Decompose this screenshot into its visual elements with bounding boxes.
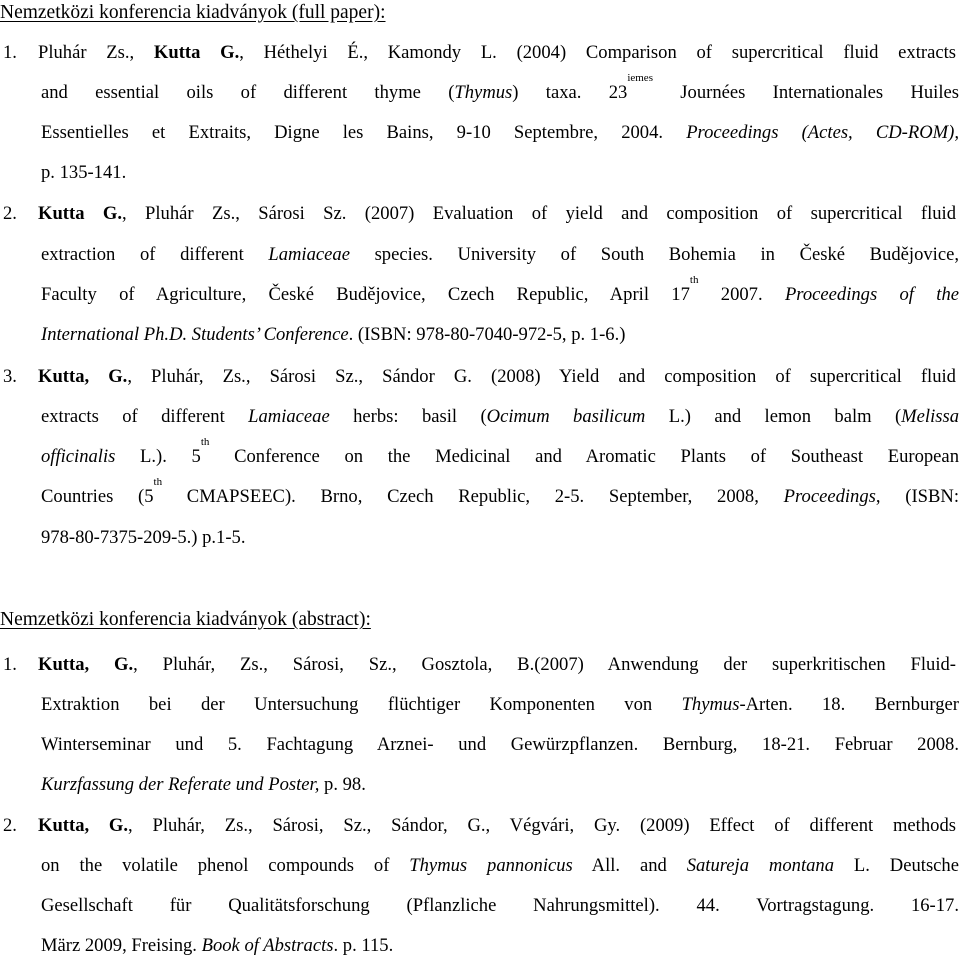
species-name: Melissa	[901, 406, 960, 427]
booklet-title: Kurzfassung der Referate und Poster,	[41, 774, 320, 795]
species-name: Satureja montana	[686, 855, 834, 876]
family-name: Lamiaceae	[268, 244, 350, 265]
species-name: Thymus	[681, 694, 740, 715]
entry-number: 3.	[3, 366, 17, 387]
species-name: Ocimum basilicum	[486, 406, 646, 427]
proceedings-title-cont: International Ph.D. Students’ Conference	[41, 324, 349, 345]
proceedings-title: Proceedings of the	[784, 284, 959, 305]
proceedings-title: Proceedings	[783, 486, 876, 507]
section-heading-abstract: Nemzetközi konferencia kiadványok (abstract):	[0, 609, 371, 630]
book-title: Book of Abstracts	[201, 935, 334, 956]
author-highlight: Kutta, G.	[38, 366, 128, 387]
author-highlight: Kutta, G.	[38, 815, 129, 836]
page-range: p. 135-141.	[41, 162, 127, 183]
document-page: Nemzetközi konferencia kiadványok (full paper): 1. Pluhár Zs., Kutta G., Héthelyi É., Kamondy L. (2004) Comparison of supercritical fluid extracts and essential oils of different thyme (Thymus) taxa. $23^{iemes}$ Journées Internationales Huiles Essentielles et Extraits, Digne les Bains, 9-10 Septembre, 2004. Proceedings (Actes, CD-ROM), p. 135-141. 2. Kutta G., Pluhár Zs., Sárosi Sz. (2007) Evaluation of yield and composition of supercritical fluid extraction of different Lamiaceae species. University of South Bohemia in České Budějovice, Faculty of Agriculture, České Budějovice, Czech Republic, April 17th 2007. Proceedings of the International Ph.D. Students’ Conference. (ISBN: 978-80-7040-972-5, p. 1-6.) 3. Kutta, G., Pluhár, Zs., Sárosi Sz., Sándor G. (2008) Yield and composition of supercritical fluid extracts of different Lamiaceae herbs: basil (Ocimum basilicum L.) and lemon balm (Melissa officinalis L.). 5th Conference on the Medicinal and Aromatic Plants of Southeast European Countries (5th CMAPSEEC). Brno, Czech Republic, 2-5. September, 2008, Proceedings, (ISBN: 978-80-7375-209-5.) p.1-5. Nemzetközi konferencia kiadványok (abstract): 1. Kutta, G., Pluhár, Zs., Sárosi, Sz., Gosztola, B.(2007) Anwendung der superkritischen Fluid- Extraktion bei der Untersuchung flüchtiger Komponenten von Thymus-Arten. 18. Bernburger Winterseminar und 5. Fachtagung Arznei- und Gewürzpflanzen. Bernburg, 18-21. Februar 2008. Kurzfassung der Referate und Poster, p. 98. 2. Kutta, G., Pluhár, Zs., Sárosi, Sz., Sándor, G., Végvári, Gy. (2009) Effect of different methods on the volatile phenol compounds of Thymus pannonicus All. and Satureja montana L. Deutsche Gesellschaft für Qualitätsforschung (Pflanzliche Nahrungsmittel). 44. Vortragstagung. 16-17. März 2009, Freising. Book of Abstracts. p. 115.	[0, 2, 960, 956]
author-highlight: Kutta, G.	[38, 654, 134, 675]
species-name: Thymus	[454, 82, 513, 103]
entry-number: 2.	[3, 203, 17, 224]
proceedings-title: Proceedings (Actes, CD-ROM),	[686, 122, 959, 143]
family-name: Lamiaceae	[248, 406, 330, 427]
entry-number: 1.	[3, 654, 17, 675]
species-name-cont: officinalis	[41, 446, 116, 467]
author-highlight: Kutta G.	[38, 203, 122, 224]
entry-number: 1.	[3, 42, 17, 63]
section-heading-full-paper: Nemzetközi konferencia kiadványok (full paper):	[0, 2, 386, 23]
entry-number: 2.	[3, 815, 17, 836]
species-name: Thymus pannonicus	[409, 855, 573, 876]
author-highlight: Kutta G.	[153, 42, 240, 63]
isbn-line: 978-80-7375-209-5.) p.1-5.	[41, 527, 246, 548]
